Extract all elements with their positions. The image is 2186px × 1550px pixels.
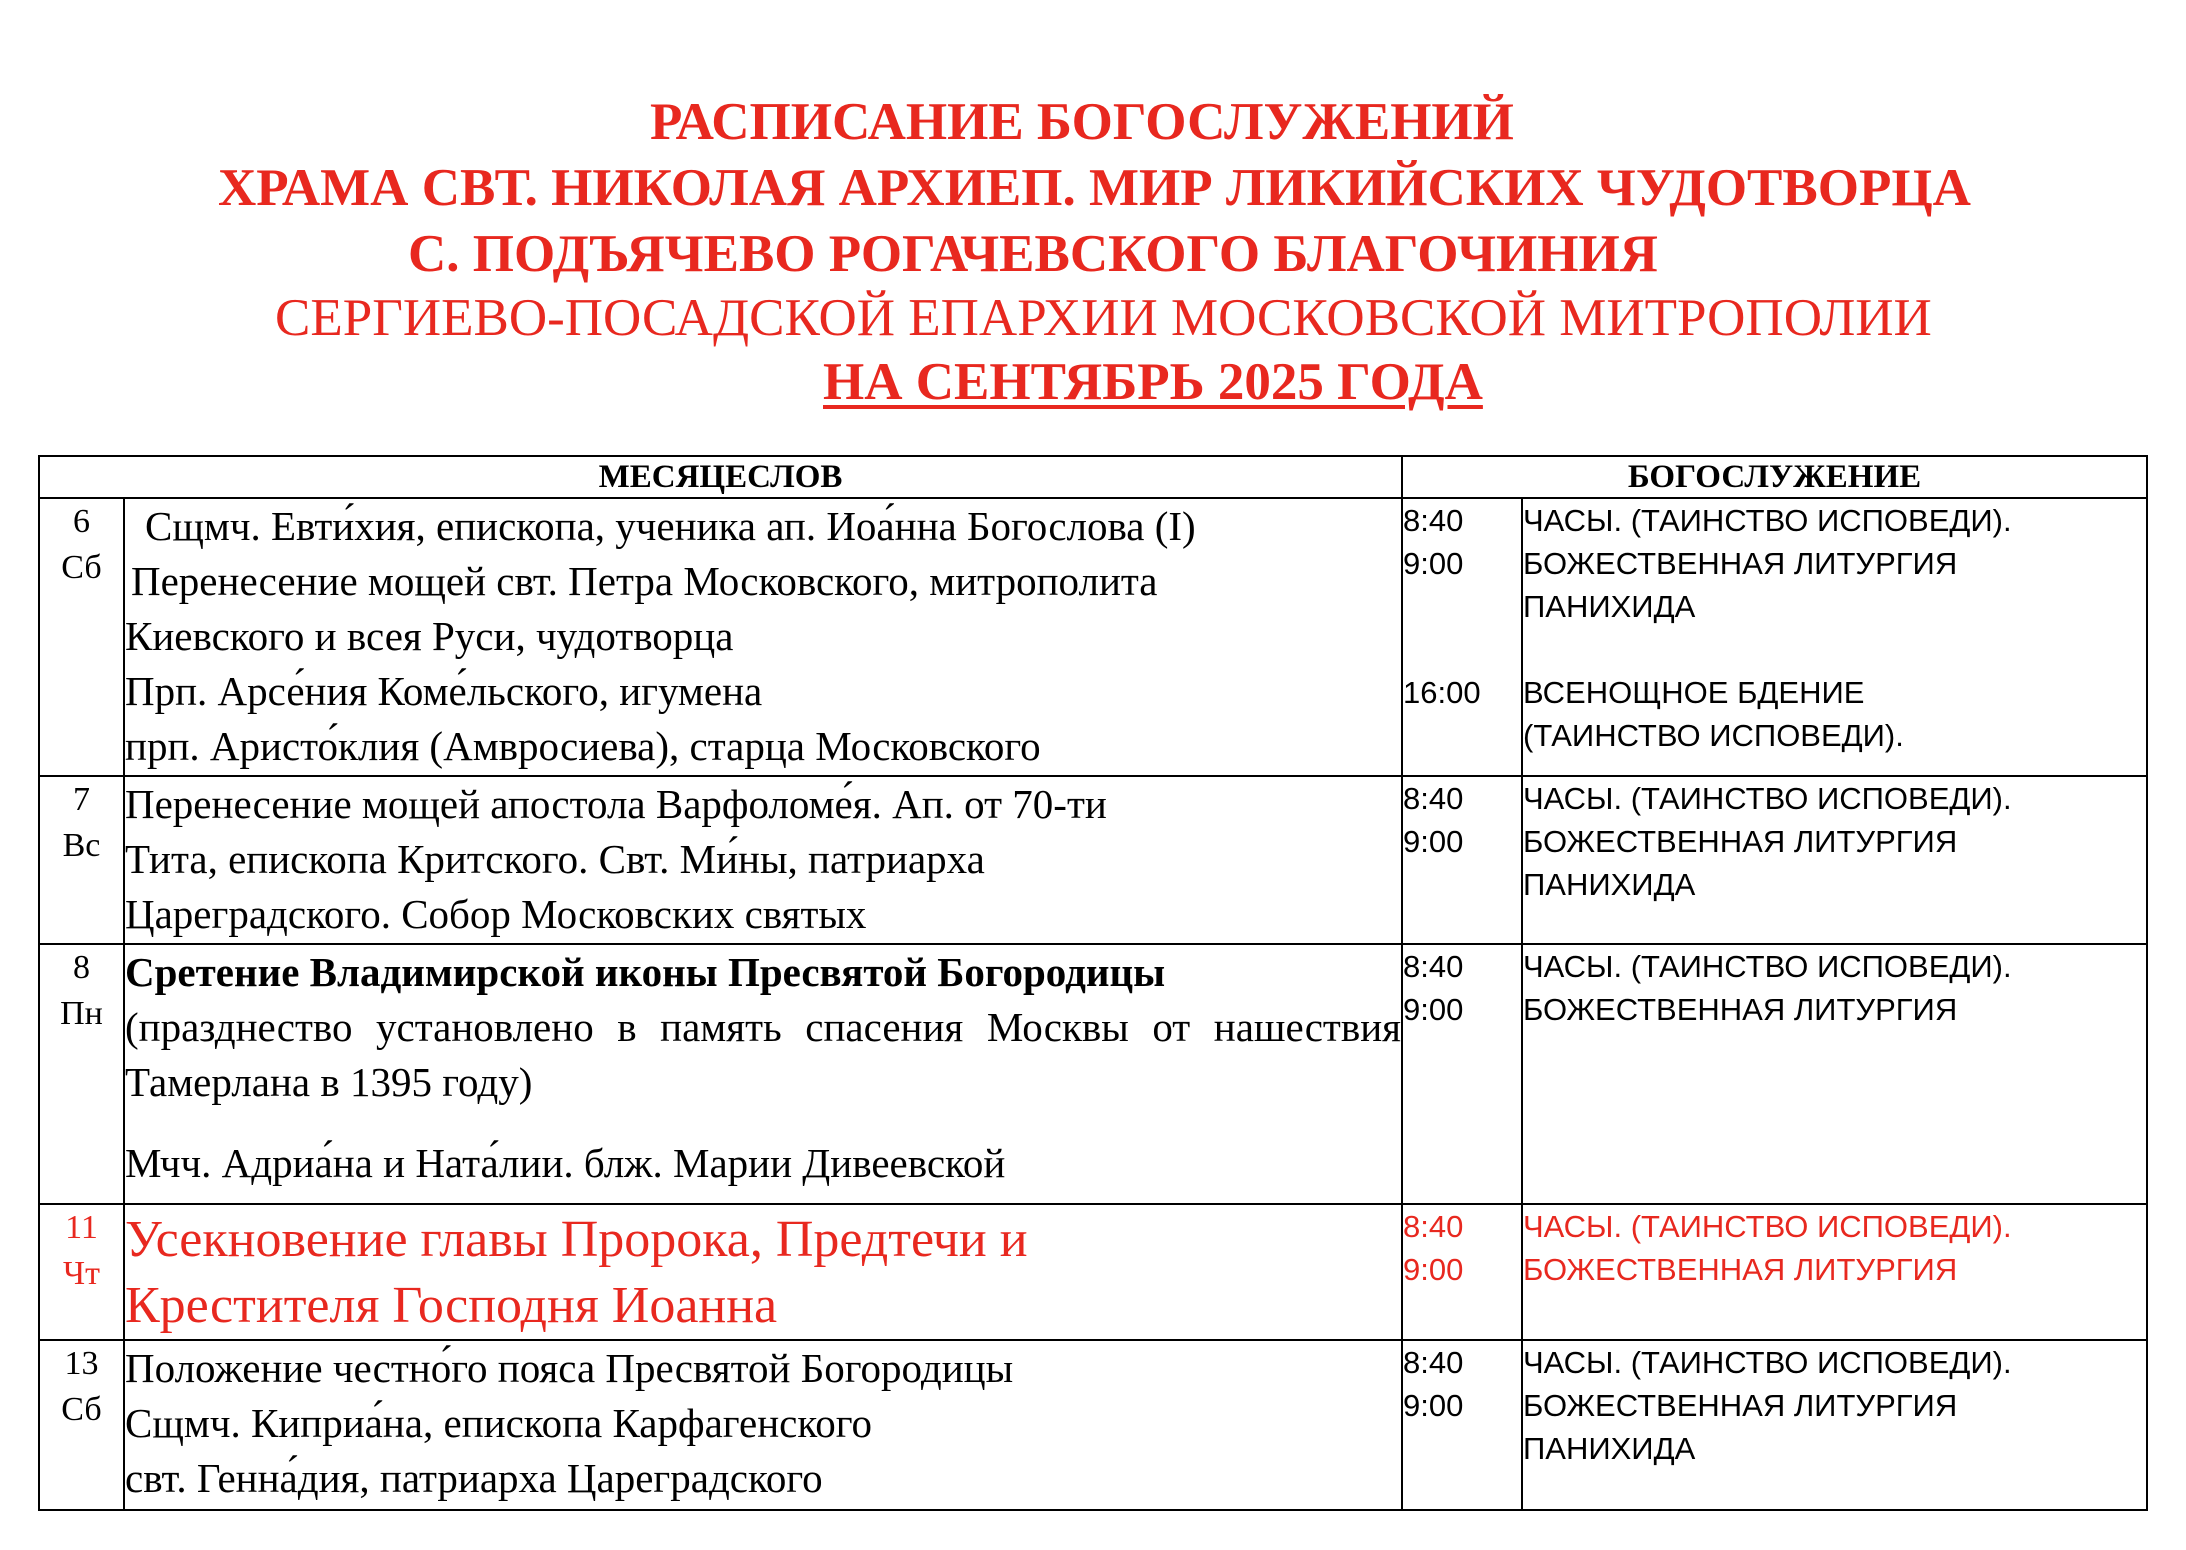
times-cell bbox=[1402, 944, 1522, 1204]
service-name: ПАНИХИДА bbox=[1523, 589, 1696, 624]
service-time: 9:00 bbox=[1403, 824, 1464, 859]
calendar-line: прп. Аристо́клия (Амвросиева), старца Московского bbox=[125, 723, 1041, 769]
calendar-cell bbox=[124, 498, 1402, 776]
service-time: 8:40 bbox=[1403, 949, 1464, 984]
weekday: Сб bbox=[61, 1391, 102, 1428]
services-cell bbox=[1522, 776, 2147, 944]
table-row bbox=[39, 1340, 2147, 1510]
feast-title: Сретение Владимирской иконы Пресвятой Богородицы bbox=[125, 949, 1166, 995]
column-header-calendar: МЕСЯЦЕСЛОВ bbox=[39, 456, 1402, 498]
service-name: ВСЕНОЩНОЕ БДЕНИЕ bbox=[1523, 675, 1865, 710]
service-name: БОЖЕСТВЕННАЯ ЛИТУРГИЯ bbox=[1523, 824, 1958, 859]
table-row bbox=[39, 776, 2147, 944]
services-cell bbox=[1522, 1204, 2147, 1340]
service-name: ЧАСЫ. (ТАИНСТВО ИСПОВЕДИ). bbox=[1523, 949, 2012, 984]
calendar-line: Тита, епископа Критского. Свт. Ми́ны, патриарха bbox=[125, 836, 985, 882]
date-cell bbox=[39, 776, 124, 944]
table-row-feast bbox=[39, 1204, 2147, 1340]
weekday: Сб bbox=[61, 549, 102, 586]
calendar-line: Усекновение главы Пророка, Предтечи и bbox=[125, 1211, 1028, 1268]
service-name: ПАНИХИДА bbox=[1523, 1431, 1696, 1466]
calendar-cell bbox=[124, 1204, 1402, 1340]
calendar-line: Киевского и всея Руси, чудотворца bbox=[125, 613, 734, 659]
service-name: ПАНИХИДА bbox=[1523, 867, 1696, 902]
date-cell bbox=[39, 944, 124, 1204]
table-row bbox=[39, 944, 2147, 1204]
service-name: ЧАСЫ. (ТАИНСТВО ИСПОВЕДИ). bbox=[1523, 1345, 2012, 1380]
header-church-name: ХРАМА СВТ. НИКОЛАЯ АРХИЕП. МИР ЛИКИЙСКИХ ЧУДОТВОРЦА bbox=[218, 159, 1971, 217]
header-village: С. ПОДЪЯЧЕВО РОГАЧЕВСКОГО БЛАГОЧИНИЯ bbox=[408, 225, 1658, 283]
weekday: Вс bbox=[62, 827, 101, 864]
calendar-line: Сщмч. Киприа́на, епископа Карфагенского bbox=[125, 1400, 873, 1446]
service-time: 16:00 bbox=[1403, 675, 1481, 710]
service-time: 8:40 bbox=[1403, 503, 1464, 538]
date-cell bbox=[39, 498, 124, 776]
header-diocese: СЕРГИЕВО-ПОСАДСКОЙ ЕПАРХИИ МОСКОВСКОЙ МИТРОПОЛИИ bbox=[275, 289, 1932, 347]
service-name: ЧАСЫ. (ТАИНСТВО ИСПОВЕДИ). bbox=[1523, 503, 2012, 538]
date-cell bbox=[39, 1340, 124, 1510]
service-name: БОЖЕСТВЕННАЯ ЛИТУРГИЯ bbox=[1523, 546, 1958, 581]
calendar-line: Крестителя Господня Иоанна bbox=[125, 1277, 778, 1334]
day-number: 13 bbox=[64, 1345, 99, 1382]
date-cell bbox=[39, 1204, 124, 1340]
day-number: 6 bbox=[73, 503, 90, 540]
feast-note: (празднество установлено в память спасения Москвы от нашествия Тамерлана в 1395 году) bbox=[125, 1004, 1401, 1105]
service-time: 9:00 bbox=[1403, 992, 1464, 1027]
services-cell bbox=[1522, 944, 2147, 1204]
service-time: 9:00 bbox=[1403, 1252, 1464, 1287]
calendar-line: Цареградского. Собор Московских святых bbox=[125, 891, 867, 937]
calendar-line: свт. Генна́дия, патриарха Цареградского bbox=[125, 1455, 823, 1501]
calendar-cell bbox=[124, 776, 1402, 944]
services-cell bbox=[1522, 1340, 2147, 1510]
calendar-line: Перенесение мощей апостола Варфоломе́я. Ап. от 70-ти bbox=[125, 781, 1107, 827]
day-number: 8 bbox=[73, 949, 90, 986]
times-cell bbox=[1402, 1340, 1522, 1510]
service-name: БОЖЕСТВЕННАЯ ЛИТУРГИЯ bbox=[1523, 992, 1958, 1027]
day-number: 7 bbox=[73, 781, 90, 818]
header-title: РАСПИСАНИЕ БОГОСЛУЖЕНИЙ bbox=[650, 93, 1514, 151]
header-month: НА СЕНТЯБРЬ 2025 ГОДА bbox=[823, 353, 1483, 411]
service-time: 9:00 bbox=[1403, 1388, 1464, 1423]
times-cell bbox=[1402, 498, 1522, 776]
schedule-table bbox=[38, 455, 2148, 1511]
table-header-row bbox=[39, 456, 2147, 498]
service-name: БОЖЕСТВЕННАЯ ЛИТУРГИЯ bbox=[1523, 1388, 1958, 1423]
service-name: ЧАСЫ. (ТАИНСТВО ИСПОВЕДИ). bbox=[1523, 1209, 2012, 1244]
calendar-cell bbox=[124, 944, 1402, 1204]
calendar-line: Сщмч. Евти́хия, епископа, ученика ап. Иоа́нна Богослова (I) bbox=[145, 503, 1196, 549]
weekday: Пн bbox=[60, 995, 103, 1032]
table-row bbox=[39, 498, 2147, 776]
calendar-cell bbox=[124, 1340, 1402, 1510]
service-time: 9:00 bbox=[1403, 546, 1464, 581]
column-header-service: БОГОСЛУЖЕНИЕ bbox=[1402, 456, 2147, 498]
calendar-line: Прп. Арсе́ния Коме́льского, игумена bbox=[125, 668, 763, 714]
services-cell bbox=[1522, 498, 2147, 776]
times-cell bbox=[1402, 776, 1522, 944]
times-cell bbox=[1402, 1204, 1522, 1340]
service-name: (ТАИНСТВО ИСПОВЕДИ). bbox=[1523, 718, 1904, 753]
service-time: 8:40 bbox=[1403, 781, 1464, 816]
day-number: 11 bbox=[65, 1209, 98, 1246]
service-time: 8:40 bbox=[1403, 1209, 1464, 1244]
calendar-line: Мчч. Адриа́на и Ната́лии. блж. Марии Дивеевской bbox=[125, 1140, 1006, 1186]
service-name: ЧАСЫ. (ТАИНСТВО ИСПОВЕДИ). bbox=[1523, 781, 2012, 816]
calendar-line: Положение честно́го пояса Пресвятой Богородицы bbox=[125, 1345, 1014, 1391]
service-time: 8:40 bbox=[1403, 1345, 1464, 1380]
service-name: БОЖЕСТВЕННАЯ ЛИТУРГИЯ bbox=[1523, 1252, 1958, 1287]
weekday: Чт bbox=[63, 1255, 100, 1292]
calendar-line: Перенесение мощей свт. Петра Московского, митрополита bbox=[131, 558, 1158, 604]
